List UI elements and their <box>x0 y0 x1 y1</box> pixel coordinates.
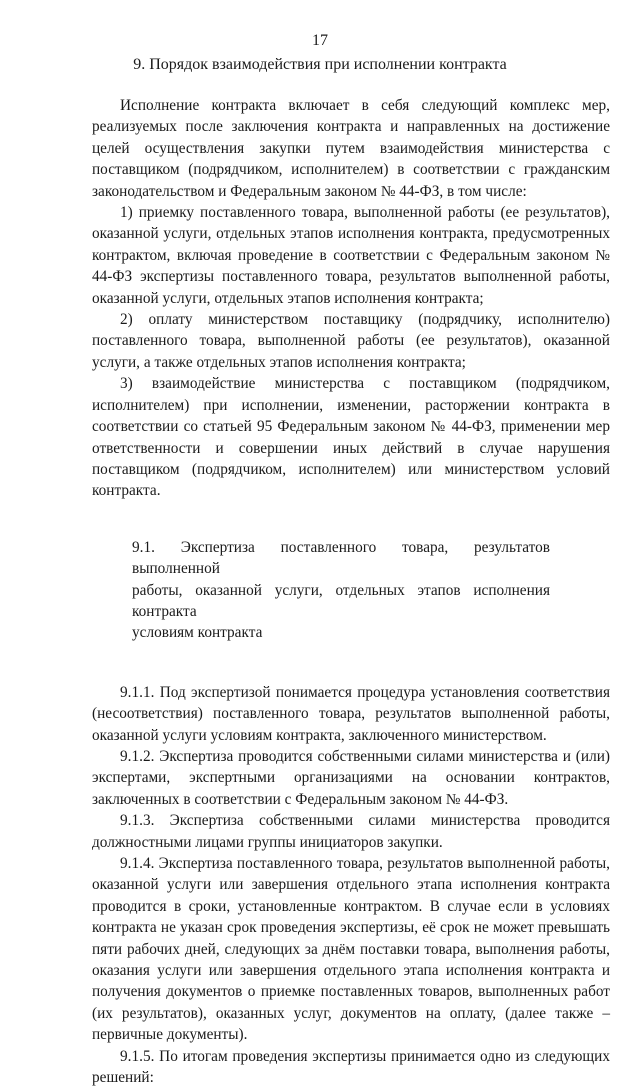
clause-paragraph: 9.1.4. Экспертиза поставленного товара, результатов выполненной работы, оказанной услуги или завершения отдельного этапа исполнения контракта проводится в сроки, установленные контрактом. В случае если в условиях контракта не указан срок проведения экспертизы, её срок не может превышать пяти рабочих дней, следующих за днём поставки товара, выполнения работы, оказания услуги или завершения отдельного этапа исполнения контракта и получения документов о приемке поставленных товаров, выполненных работ (их результатов), оказанных услуг, документов на оплату, (далее также – первичные документы). <box>92 855 610 1044</box>
subsection-title-line: условиям контракта <box>132 624 263 642</box>
document-body <box>92 95 610 1088</box>
subsection-title-line: работы, оказанной услуги, отдельных этапов исполнения контракта <box>132 581 550 620</box>
list-item: 2) оплату министерством поставщику (подрядчику, исполнителю) поставленного товара, выполненной работы (ее результатов), оказанной услуги, а также отдельных этапов исполнения контракта; <box>92 311 610 371</box>
clause-paragraph: 9.1.5. По итогам проведения экспертизы принимается одно из следующих решений: <box>92 1047 610 1087</box>
section-title: 9. Порядок взаимодействия при исполнении контракта <box>133 56 507 73</box>
intro-paragraph: Исполнение контракта включает в себя следующий комплекс мер, реализуемых после заключения контракта и направленных на достижение целей осуществления закупки путем взаимодействия министерства с поставщиком (подрядчиком, исполнителем) в соответствии с гражданским законодательством и Федеральным законом № 44-ФЗ, в том числе: <box>92 97 610 200</box>
subsection-title <box>132 537 550 644</box>
clause-paragraph: 9.1.3. Экспертиза собственными силами министерства проводится должностными лицами группы инициаторов закупки. <box>92 812 610 851</box>
clause-paragraph: 9.1.2. Экспертиза проводится собственными силами министерства и (или) экспертами, экспертными организациями на основании контрактов, заключенных в соответствии с Федеральным законом № 44-ФЗ. <box>92 747 610 808</box>
list-item: 3) взаимодействие министерства с поставщиком (подрядчиком, исполнителем) при исполнении, изменении, расторжении контракта в соответствии со статьей 95 Федеральным законом № 44-ФЗ, применении мер ответственности и совершении иных действий в случае нарушения поставщиком (подрядчиком, исполнителем) или министерством условий контракта. <box>92 375 610 500</box>
page-number: 17 <box>312 32 328 49</box>
clause-paragraph: 9.1.1. Под экспертизой понимается процедура установления соответствия (несоответствия) поставленного товара, результатов выполненной работы, оказанной услуги условиям контракта, заключенного министерством. <box>92 683 610 744</box>
subsection-title-line: 9.1. Экспертиза поставленного товара, результатов выполненной <box>132 538 550 578</box>
list-item: 1) приемку поставленного товара, выполненной работы (ее результатов), оказанной услуги, отдельных этапов исполнения контракта, предусмотренных контрактом, включая проведение в соответствии с Федеральным законом № 44-ФЗ экспертизы поставленного товара, результатов выполненной работы, оказанной услуги, отдельных этапов исполнения контракта; <box>92 204 610 307</box>
